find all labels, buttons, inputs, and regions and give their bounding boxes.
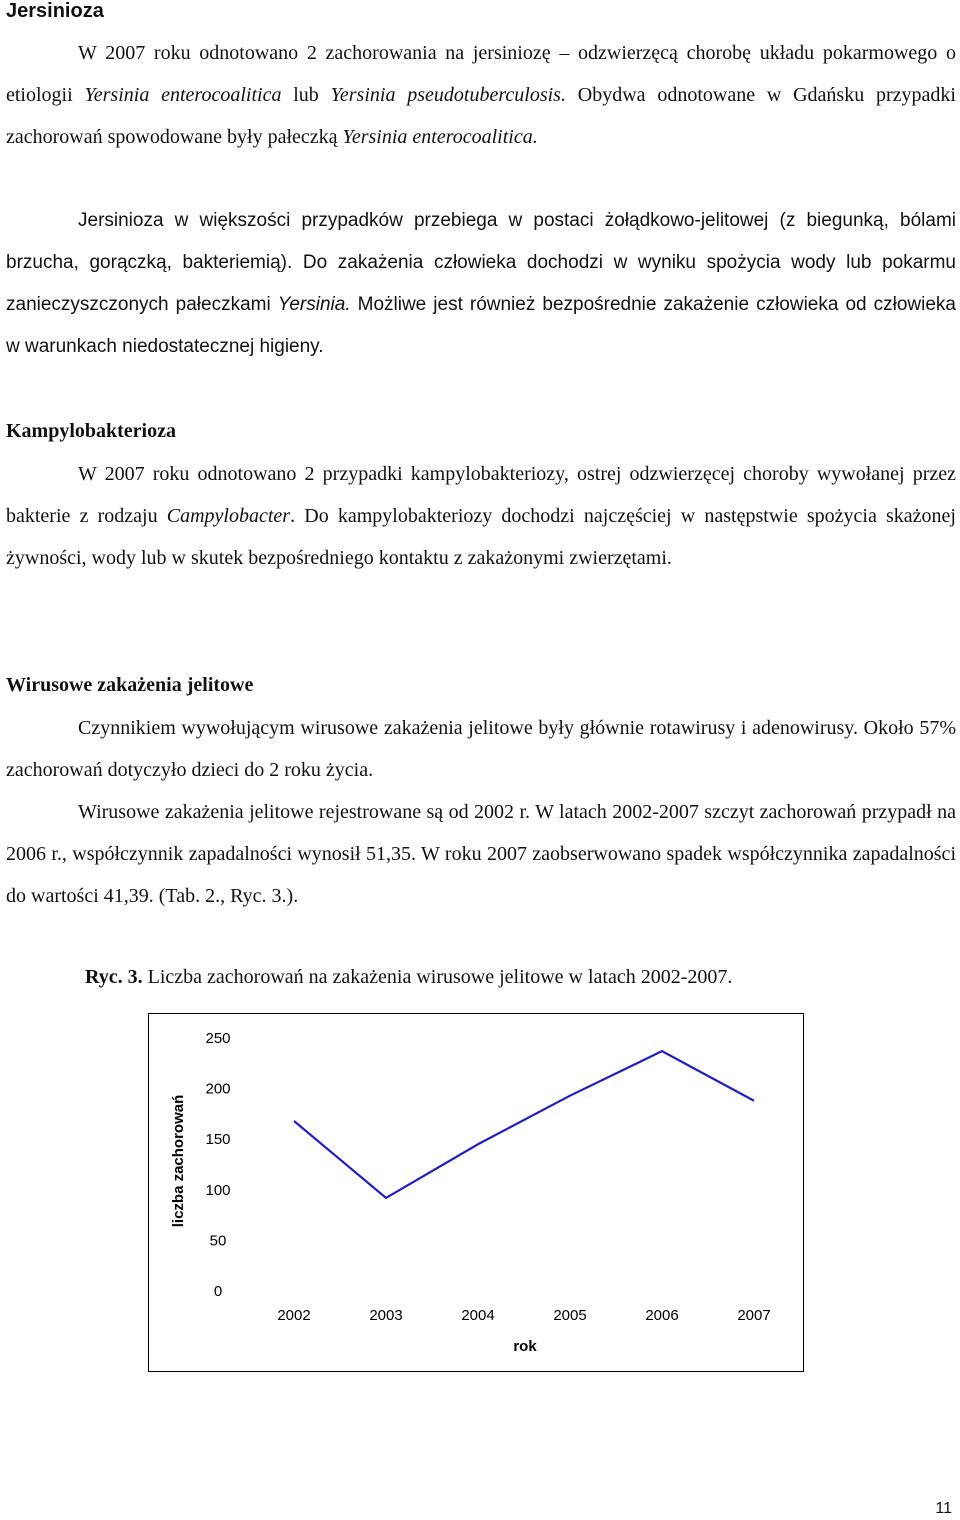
page-number: 11 bbox=[935, 1500, 952, 1517]
heading-wirusowe: Wirusowe zakażenia jelitowe bbox=[6, 674, 254, 696]
figure-caption-label: Ryc. 3. bbox=[85, 966, 143, 988]
italic-text-run: Yersinia enterocoalitica bbox=[84, 84, 282, 106]
italic-text-run: Yersinia pseudotuberculosis. bbox=[330, 84, 566, 106]
paragraph-jersinioza-2 bbox=[6, 200, 956, 368]
x-tick-label: 2002 bbox=[277, 1307, 311, 1324]
y-tick-label: 250 bbox=[205, 1030, 231, 1047]
text-run: W 2007 roku odnotowano 2 zachorowania na jersiniozę – odzwierzęcą chorobę układu pokarmowego o etiologii bbox=[6, 42, 956, 106]
x-tick-label: 2006 bbox=[645, 1307, 679, 1324]
figure-caption bbox=[85, 966, 732, 989]
x-axis-title: rok bbox=[513, 1338, 537, 1355]
figure-caption-text: Liczba zachorowań na zakażenia wirusowe jelitowe w latach 2002-2007. bbox=[142, 966, 733, 988]
text-run: Jersinioza w większości przypadków przebiega w postaci żołądkowo-jelitowej (z biegunką, bólami brzucha, gorączką, bakteriemią). Do zakażenia człowieka dochodzi w wyniku spożycia wody lub pokarmu zanieczyszczonych pałeczkami bbox=[6, 210, 956, 315]
italic-text-run: Yersinia. bbox=[277, 294, 351, 315]
paragraph-wirusowe-2 bbox=[6, 791, 956, 917]
text-run: Możliwe jest również bezpośrednie zakażenie człowieka od człowieka w warunkach niedostatecznej higieny. bbox=[6, 294, 956, 357]
x-tick-label: 2005 bbox=[553, 1307, 587, 1324]
paragraph-kampylobakterioza bbox=[6, 453, 956, 579]
series-line bbox=[294, 1051, 754, 1198]
y-tick-label: 50 bbox=[209, 1232, 227, 1250]
y-axis-title: liczba zachorowań bbox=[170, 1094, 187, 1228]
paragraph-wirusowe-1 bbox=[6, 707, 956, 791]
y-tick-label: 100 bbox=[205, 1181, 231, 1199]
x-tick-label: 2007 bbox=[737, 1307, 771, 1324]
text-run: Czynnikiem wywołującym wirusowe zakażenia jelitowe były głównie rotawirusy i adenowirusy. Około 57% zachorowań dotyczyło dzieci do 2 roku życia. bbox=[6, 717, 956, 781]
italic-text-run: Campylobacter bbox=[166, 505, 291, 527]
italic-text-run: Yersinia enterocoalitica. bbox=[342, 126, 538, 148]
heading-kampylobakterioza: Kampylobakterioza bbox=[6, 420, 176, 442]
text-run: . Do kampylobakteriozy dochodzi najczęściej w następstwie spożycia skażonej żywności, wody lub w skutek bezpośredniego kontaktu z zakażonymi zwierzętami. bbox=[6, 505, 956, 569]
y-tick-label: 200 bbox=[205, 1080, 231, 1098]
text-run: lub bbox=[281, 84, 331, 106]
text-run: W 2007 roku odnotowano 2 przypadki kampylobakteriozy, ostrej odzwierzęcej choroby wywołanej przez bakterie z rodzaju bbox=[6, 463, 956, 527]
y-tick-label: 150 bbox=[205, 1131, 231, 1149]
line-chart bbox=[148, 1013, 804, 1372]
x-tick-label: 2003 bbox=[369, 1307, 403, 1324]
text-run: Wirusowe zakażenia jelitowe rejestrowane są od 2002 r. W latach 2002-2007 szczyt zachorowań przypadł na 2006 r., współczynnik zapadalności wynosił 51,35. W roku 2007 zaobserwowano spadek współczynnika zapadalności do wartości 41,39. (Tab. 2., Ryc. 3.). bbox=[6, 801, 956, 907]
text-run: Obydwa odnotowane w Gdańsku przypadki zachorowań spowodowane były pałeczką bbox=[6, 84, 956, 148]
heading-jersinioza: Jersinioza bbox=[6, 0, 104, 22]
y-tick-label: 0 bbox=[213, 1283, 223, 1300]
paragraph-jersinioza-1 bbox=[6, 32, 956, 158]
x-tick-label: 2004 bbox=[461, 1307, 495, 1324]
